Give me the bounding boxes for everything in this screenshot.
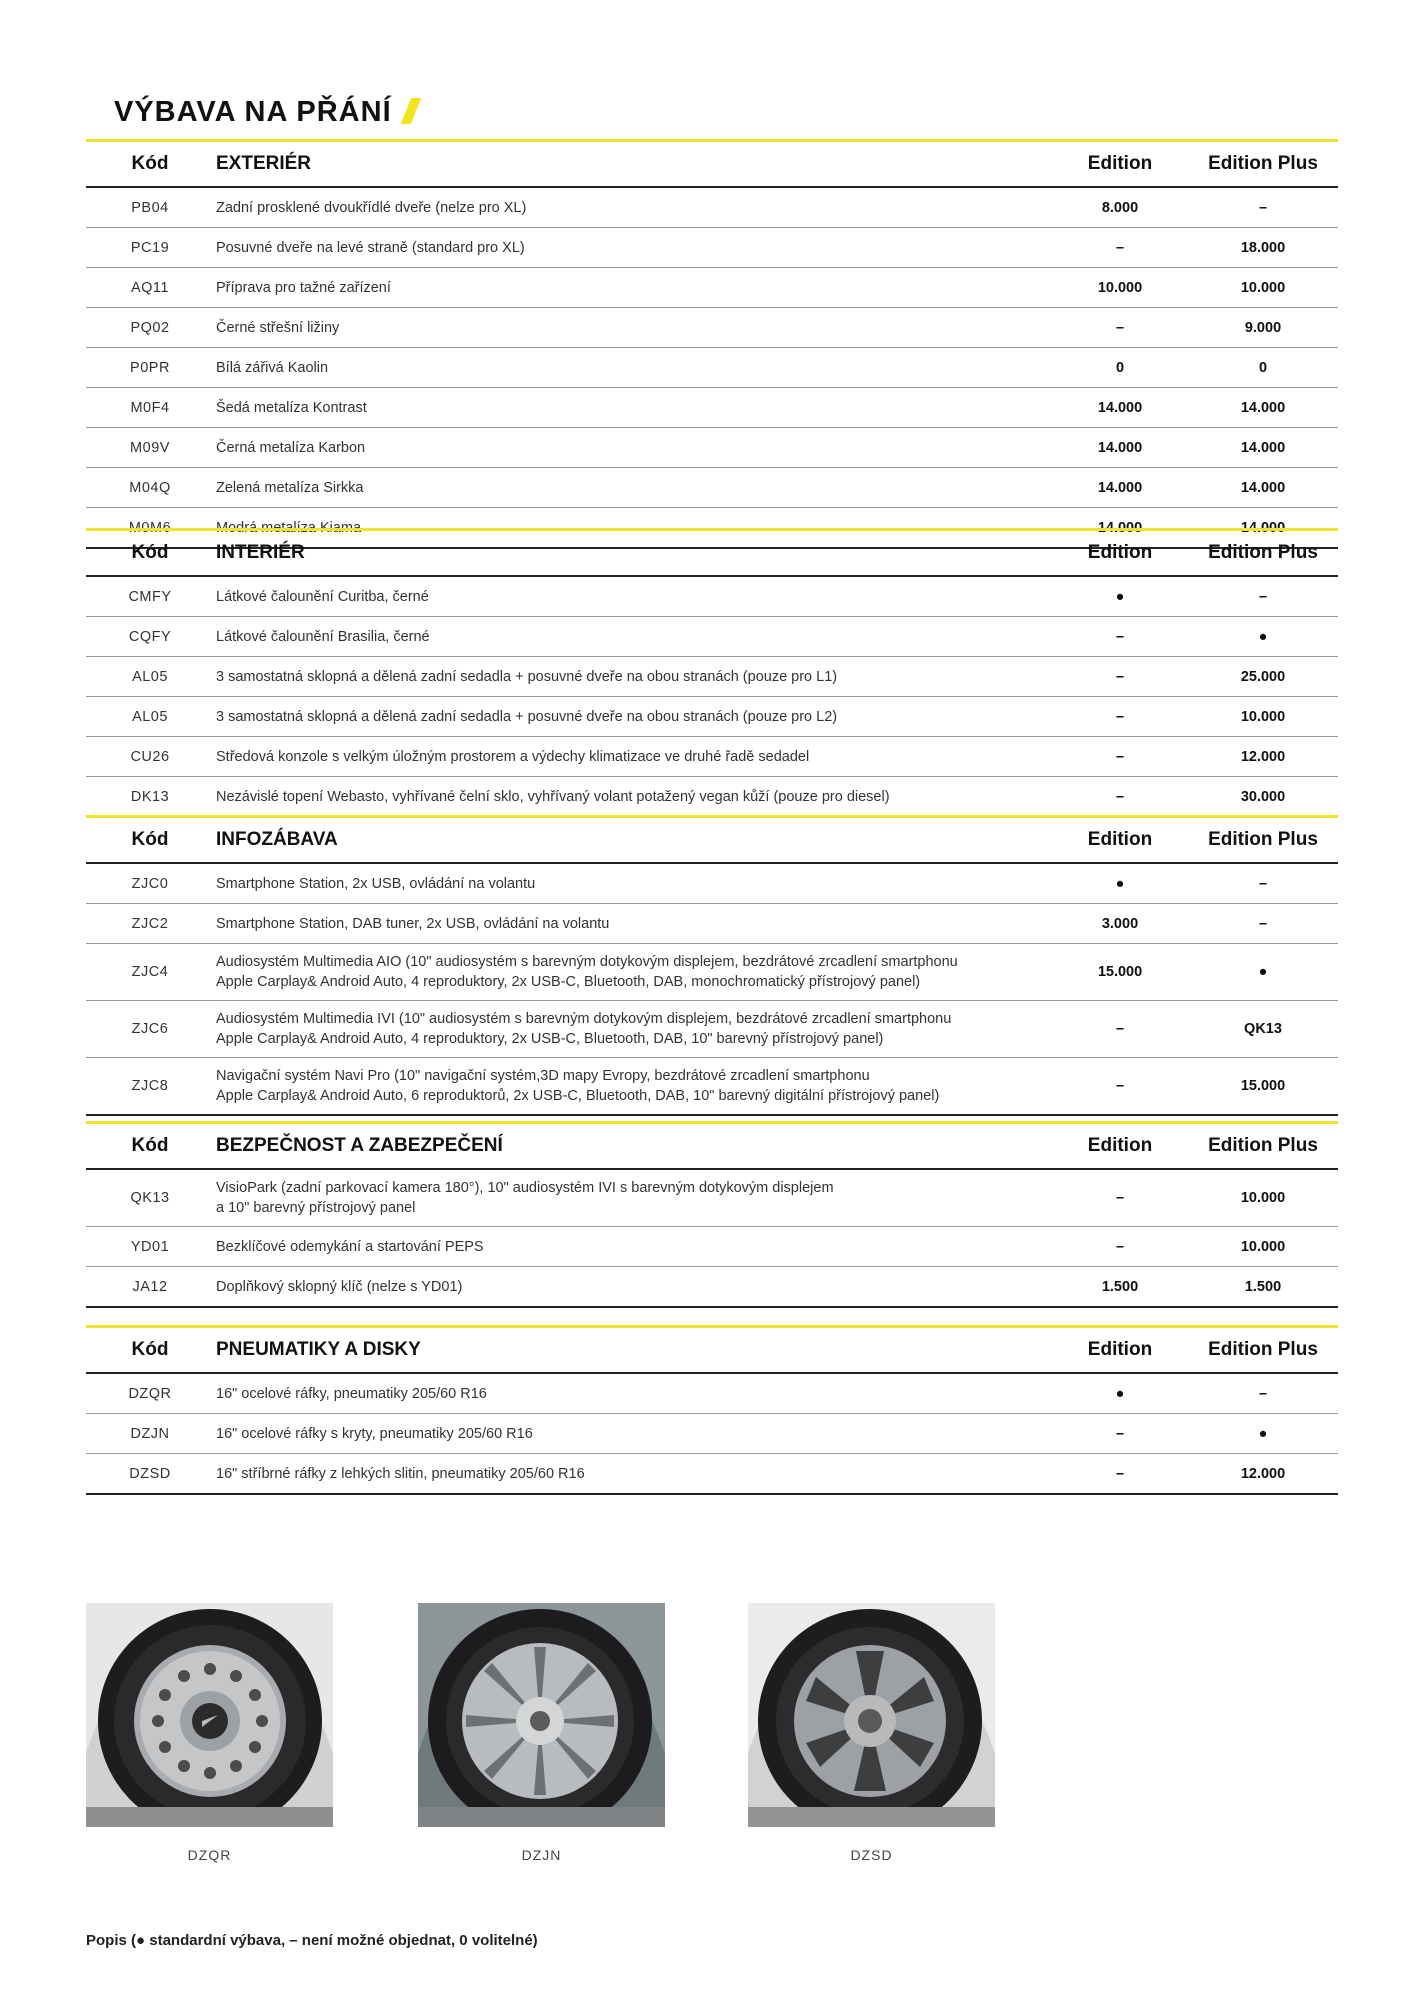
table-row (86, 1001, 1338, 1058)
row-description-line-2: Apple Carplay& Android Auto, 4 reproduktory, 2x USB-C, Bluetooth, DAB, 10" barevný přístrojový panel) (216, 1031, 884, 1047)
header-edition-plus: Edition Plus (1188, 142, 1338, 187)
alloy-wheel-icon (748, 1603, 995, 1827)
row-code: CQFY (86, 617, 214, 657)
row-code: YD01 (86, 1227, 214, 1267)
row-description-line: Audiosystém Multimedia AIO (10" audiosystém s barevným dotykovým displejem, bezdrátové zrcadlení smartphonu (216, 954, 958, 970)
row-edition-value: – (1052, 1227, 1188, 1267)
row-edition-value: – (1052, 1454, 1188, 1495)
row-edition-plus-value: – (1188, 187, 1338, 228)
page-title (114, 96, 416, 129)
header-edition: Edition (1052, 818, 1188, 863)
table-header-row (86, 818, 1338, 863)
row-edition-value: 14.000 (1052, 428, 1188, 468)
legend-text: (● standardní výbava, – není možné objednat, 0 volitelné) (131, 1932, 538, 1949)
header-edition: Edition (1052, 531, 1188, 576)
table-row (86, 657, 1338, 697)
table-row (86, 1227, 1338, 1267)
row-description: 3 samostatná sklopná a dělená zadní sedadla + posuvné dveře na obou stranách (pouze pro L1) (214, 657, 1052, 697)
row-code: P0PR (86, 348, 214, 388)
row-code: DZSD (86, 1454, 214, 1495)
row-code: ZJC2 (86, 904, 214, 944)
row-edition-value: 10.000 (1052, 268, 1188, 308)
table-row (86, 1267, 1338, 1308)
header-edition-plus: Edition Plus (1188, 1328, 1338, 1373)
row-code: AQ11 (86, 268, 214, 308)
row-edition-value: – (1052, 1169, 1188, 1227)
row-edition-plus-value: – (1188, 576, 1338, 617)
section-tyres-wheels (86, 1325, 1338, 1495)
row-description: Černé střešní ližiny (214, 308, 1052, 348)
table-header-row (86, 531, 1338, 576)
row-description (214, 1227, 1052, 1267)
row-description (214, 1169, 1052, 1227)
exterior-table (86, 142, 1338, 549)
row-description: 3 samostatná sklopná a dělená zadní sedadla + posuvné dveře na obou stranách (pouze pro L2) (214, 697, 1052, 737)
row-edition-plus-value: 0 (1188, 348, 1338, 388)
row-edition-value: 8.000 (1052, 187, 1188, 228)
row-code: PC19 (86, 228, 214, 268)
wheel-card-dzqr (86, 1603, 333, 1863)
table-row (86, 308, 1338, 348)
wheel-card-dzsd (748, 1603, 995, 1863)
header-edition: Edition (1052, 142, 1188, 187)
row-edition-plus-value: 12.000 (1188, 1454, 1338, 1495)
row-code: M09V (86, 428, 214, 468)
wheel-code-label: DZQR (187, 1847, 232, 1863)
header-section-title: BEZPEČNOST A ZABEZPEČENÍ (214, 1124, 1052, 1169)
row-description (214, 904, 1052, 944)
row-description (214, 863, 1052, 904)
table-row (86, 228, 1338, 268)
row-edition-plus-value: 14.000 (1188, 428, 1338, 468)
row-edition-plus-value: 18.000 (1188, 228, 1338, 268)
table-header-row (86, 1328, 1338, 1373)
row-edition-plus-value: 14.000 (1188, 388, 1338, 428)
row-edition-value: ● (1052, 576, 1188, 617)
row-edition-value: ● (1052, 863, 1188, 904)
header-section-title: PNEUMATIKY A DISKY (214, 1328, 1052, 1373)
row-code: ZJC4 (86, 944, 214, 1001)
table-row (86, 428, 1338, 468)
row-edition-plus-value: – (1188, 904, 1338, 944)
row-code: ZJC8 (86, 1058, 214, 1116)
row-description: Středová konzole s velkým úložným prostorem a výdechy klimatizace ve druhé řadě sedadel (214, 737, 1052, 777)
row-description: 16" stříbrné ráfky z lehkých slitin, pneumatiky 205/60 R16 (214, 1454, 1052, 1495)
row-description: 16" ocelové ráfky s kryty, pneumatiky 205/60 R16 (214, 1414, 1052, 1454)
legend-label: Popis (86, 1932, 127, 1949)
row-description: 16" ocelové ráfky, pneumatiky 205/60 R16 (214, 1373, 1052, 1414)
row-edition-plus-value: 15.000 (1188, 1058, 1338, 1116)
row-description: Příprava pro tažné zařízení (214, 268, 1052, 308)
table-row (86, 944, 1338, 1001)
row-description-line: VisioPark (zadní parkovací kamera 180°), 10" audiosystém IVI s barevným dotykovým displejem (216, 1180, 834, 1196)
section-safety (86, 1121, 1338, 1308)
row-description: Nezávislé topení Webasto, vyhřívané čelní sklo, vyhřívaný volant potažený vegan kůží (pouze pro diesel) (214, 777, 1052, 818)
row-description (214, 944, 1052, 1001)
row-code: PQ02 (86, 308, 214, 348)
row-edition-value: – (1052, 617, 1188, 657)
header-code: Kód (86, 818, 214, 863)
row-edition-value: 14.000 (1052, 388, 1188, 428)
header-code: Kód (86, 1328, 214, 1373)
header-edition-plus: Edition Plus (1188, 818, 1338, 863)
row-description: Zelená metalíza Sirkka (214, 468, 1052, 508)
row-code: JA12 (86, 1267, 214, 1308)
row-edition-value: – (1052, 777, 1188, 818)
row-edition-plus-value: ● (1188, 1414, 1338, 1454)
wheel-cover-icon (418, 1603, 665, 1827)
row-description (214, 1001, 1052, 1058)
row-description-line: Bezklíčové odemykání a startování PEPS (216, 1238, 484, 1255)
table-row (86, 617, 1338, 657)
row-edition-plus-value: QK13 (1188, 1001, 1338, 1058)
header-section-title: EXTERIÉR (214, 142, 1052, 187)
row-description-line-2: Apple Carplay& Android Auto, 4 reproduktory, 2x USB-C, Bluetooth, DAB, monochromatický přístrojový panel) (216, 974, 921, 990)
infotainment-table (86, 818, 1338, 1116)
table-row (86, 1373, 1338, 1414)
table-row (86, 348, 1338, 388)
row-description-line-2: a 10" barevný přístrojový panel (216, 1200, 416, 1216)
row-code: DZQR (86, 1373, 214, 1414)
row-edition-value: – (1052, 1058, 1188, 1116)
row-edition-value: – (1052, 1414, 1188, 1454)
row-code: ZJC6 (86, 1001, 214, 1058)
row-edition-plus-value: 10.000 (1188, 697, 1338, 737)
row-edition-value: – (1052, 657, 1188, 697)
row-edition-value: 14.000 (1052, 468, 1188, 508)
wheel-code-label: DZJN (521, 1847, 562, 1863)
table-row (86, 1414, 1338, 1454)
row-edition-plus-value: ● (1188, 617, 1338, 657)
tyres-table (86, 1328, 1338, 1495)
table-row (86, 1169, 1338, 1227)
row-edition-plus-value: – (1188, 1373, 1338, 1414)
row-edition-value: 1.500 (1052, 1267, 1188, 1308)
row-edition-plus-value: 10.000 (1188, 1169, 1338, 1227)
row-edition-value: – (1052, 228, 1188, 268)
header-edition-plus: Edition Plus (1188, 1124, 1338, 1169)
section-infotainment (86, 815, 1338, 1116)
row-edition-value: ● (1052, 1373, 1188, 1414)
table-row (86, 1058, 1338, 1116)
row-edition-value: 3.000 (1052, 904, 1188, 944)
row-code: CMFY (86, 576, 214, 617)
page-title-text: VÝBAVA NA PŘÁNÍ (114, 96, 392, 128)
row-edition-plus-value: – (1188, 863, 1338, 904)
row-description: Látkové čalounění Curitba, černé (214, 576, 1052, 617)
row-edition-value: 15.000 (1052, 944, 1188, 1001)
row-edition-value: – (1052, 737, 1188, 777)
table-row (86, 388, 1338, 428)
table-row (86, 904, 1338, 944)
row-edition-plus-value: 25.000 (1188, 657, 1338, 697)
table-row (86, 1454, 1338, 1495)
row-code: AL05 (86, 697, 214, 737)
row-edition-value: – (1052, 697, 1188, 737)
header-edition-plus: Edition Plus (1188, 531, 1338, 576)
header-edition: Edition (1052, 1124, 1188, 1169)
row-edition-plus-value: 30.000 (1188, 777, 1338, 818)
table-header-row (86, 142, 1338, 187)
row-description: Šedá metalíza Kontrast (214, 388, 1052, 428)
table-header-row (86, 1124, 1338, 1169)
table-row (86, 187, 1338, 228)
row-description-line: Audiosystém Multimedia IVI (10" audiosystém s barevným dotykovým displejem, bezdrátové zrcadlení smartphonu (216, 1011, 952, 1027)
row-edition-plus-value: 10.000 (1188, 1227, 1338, 1267)
section-interior (86, 528, 1338, 818)
table-row (86, 268, 1338, 308)
row-description: Posuvné dveře na levé straně (standard pro XL) (214, 228, 1052, 268)
row-code: CU26 (86, 737, 214, 777)
table-row (86, 576, 1338, 617)
row-description-line-2: Apple Carplay& Android Auto, 6 reproduktorů, 2x USB-C, Bluetooth, DAB, 10" barevný digitální přístrojový panel) (216, 1088, 940, 1104)
row-code: M0F4 (86, 388, 214, 428)
header-edition: Edition (1052, 1328, 1188, 1373)
row-code: QK13 (86, 1169, 214, 1227)
row-code: M04Q (86, 468, 214, 508)
row-code: DZJN (86, 1414, 214, 1454)
table-row (86, 697, 1338, 737)
row-edition-value: – (1052, 1001, 1188, 1058)
header-code: Kód (86, 1124, 214, 1169)
header-section-title: INTERIÉR (214, 531, 1052, 576)
table-row (86, 468, 1338, 508)
row-description: Zadní prosklené dvoukřídlé dveře (nelze pro XL) (214, 187, 1052, 228)
steel-wheel-icon (86, 1603, 333, 1827)
header-code: Kód (86, 142, 214, 187)
header-section-title: INFOZÁBAVA (214, 818, 1052, 863)
wheel-code-label: DZSD (850, 1847, 893, 1863)
safety-table (86, 1124, 1338, 1308)
row-edition-plus-value: 1.500 (1188, 1267, 1338, 1308)
wheel-card-dzjn (418, 1603, 665, 1863)
row-edition-plus-value: 10.000 (1188, 268, 1338, 308)
row-description: Černá metalíza Karbon (214, 428, 1052, 468)
row-code: DK13 (86, 777, 214, 818)
row-edition-plus-value: 9.000 (1188, 308, 1338, 348)
row-code: ZJC0 (86, 863, 214, 904)
row-edition-value: 0 (1052, 348, 1188, 388)
row-description-line: Navigační systém Navi Pro (10" navigační systém,3D mapy Evropy, bezdrátové zrcadlení smartphonu (216, 1068, 870, 1084)
interior-table (86, 531, 1338, 818)
section-exterior (86, 139, 1338, 549)
row-code: PB04 (86, 187, 214, 228)
table-row (86, 863, 1338, 904)
row-description-line: Smartphone Station, DAB tuner, 2x USB, ovládání na volantu (216, 915, 610, 932)
row-description (214, 1058, 1052, 1116)
row-description: Bílá zářivá Kaolin (214, 348, 1052, 388)
accent-slash-icon (400, 98, 421, 124)
table-row (86, 777, 1338, 818)
row-description-line: Doplňkový sklopný klíč (nelze s YD01) (216, 1278, 463, 1295)
row-edition-value: – (1052, 308, 1188, 348)
legend (86, 1932, 538, 1949)
row-edition-plus-value: 14.000 (1188, 468, 1338, 508)
row-code: AL05 (86, 657, 214, 697)
row-description-line: Smartphone Station, 2x USB, ovládání na volantu (216, 875, 536, 892)
row-description: Látkové čalounění Brasilia, černé (214, 617, 1052, 657)
row-edition-plus-value: ● (1188, 944, 1338, 1001)
table-row (86, 737, 1338, 777)
row-description (214, 1267, 1052, 1308)
header-code: Kód (86, 531, 214, 576)
row-edition-plus-value: 12.000 (1188, 737, 1338, 777)
